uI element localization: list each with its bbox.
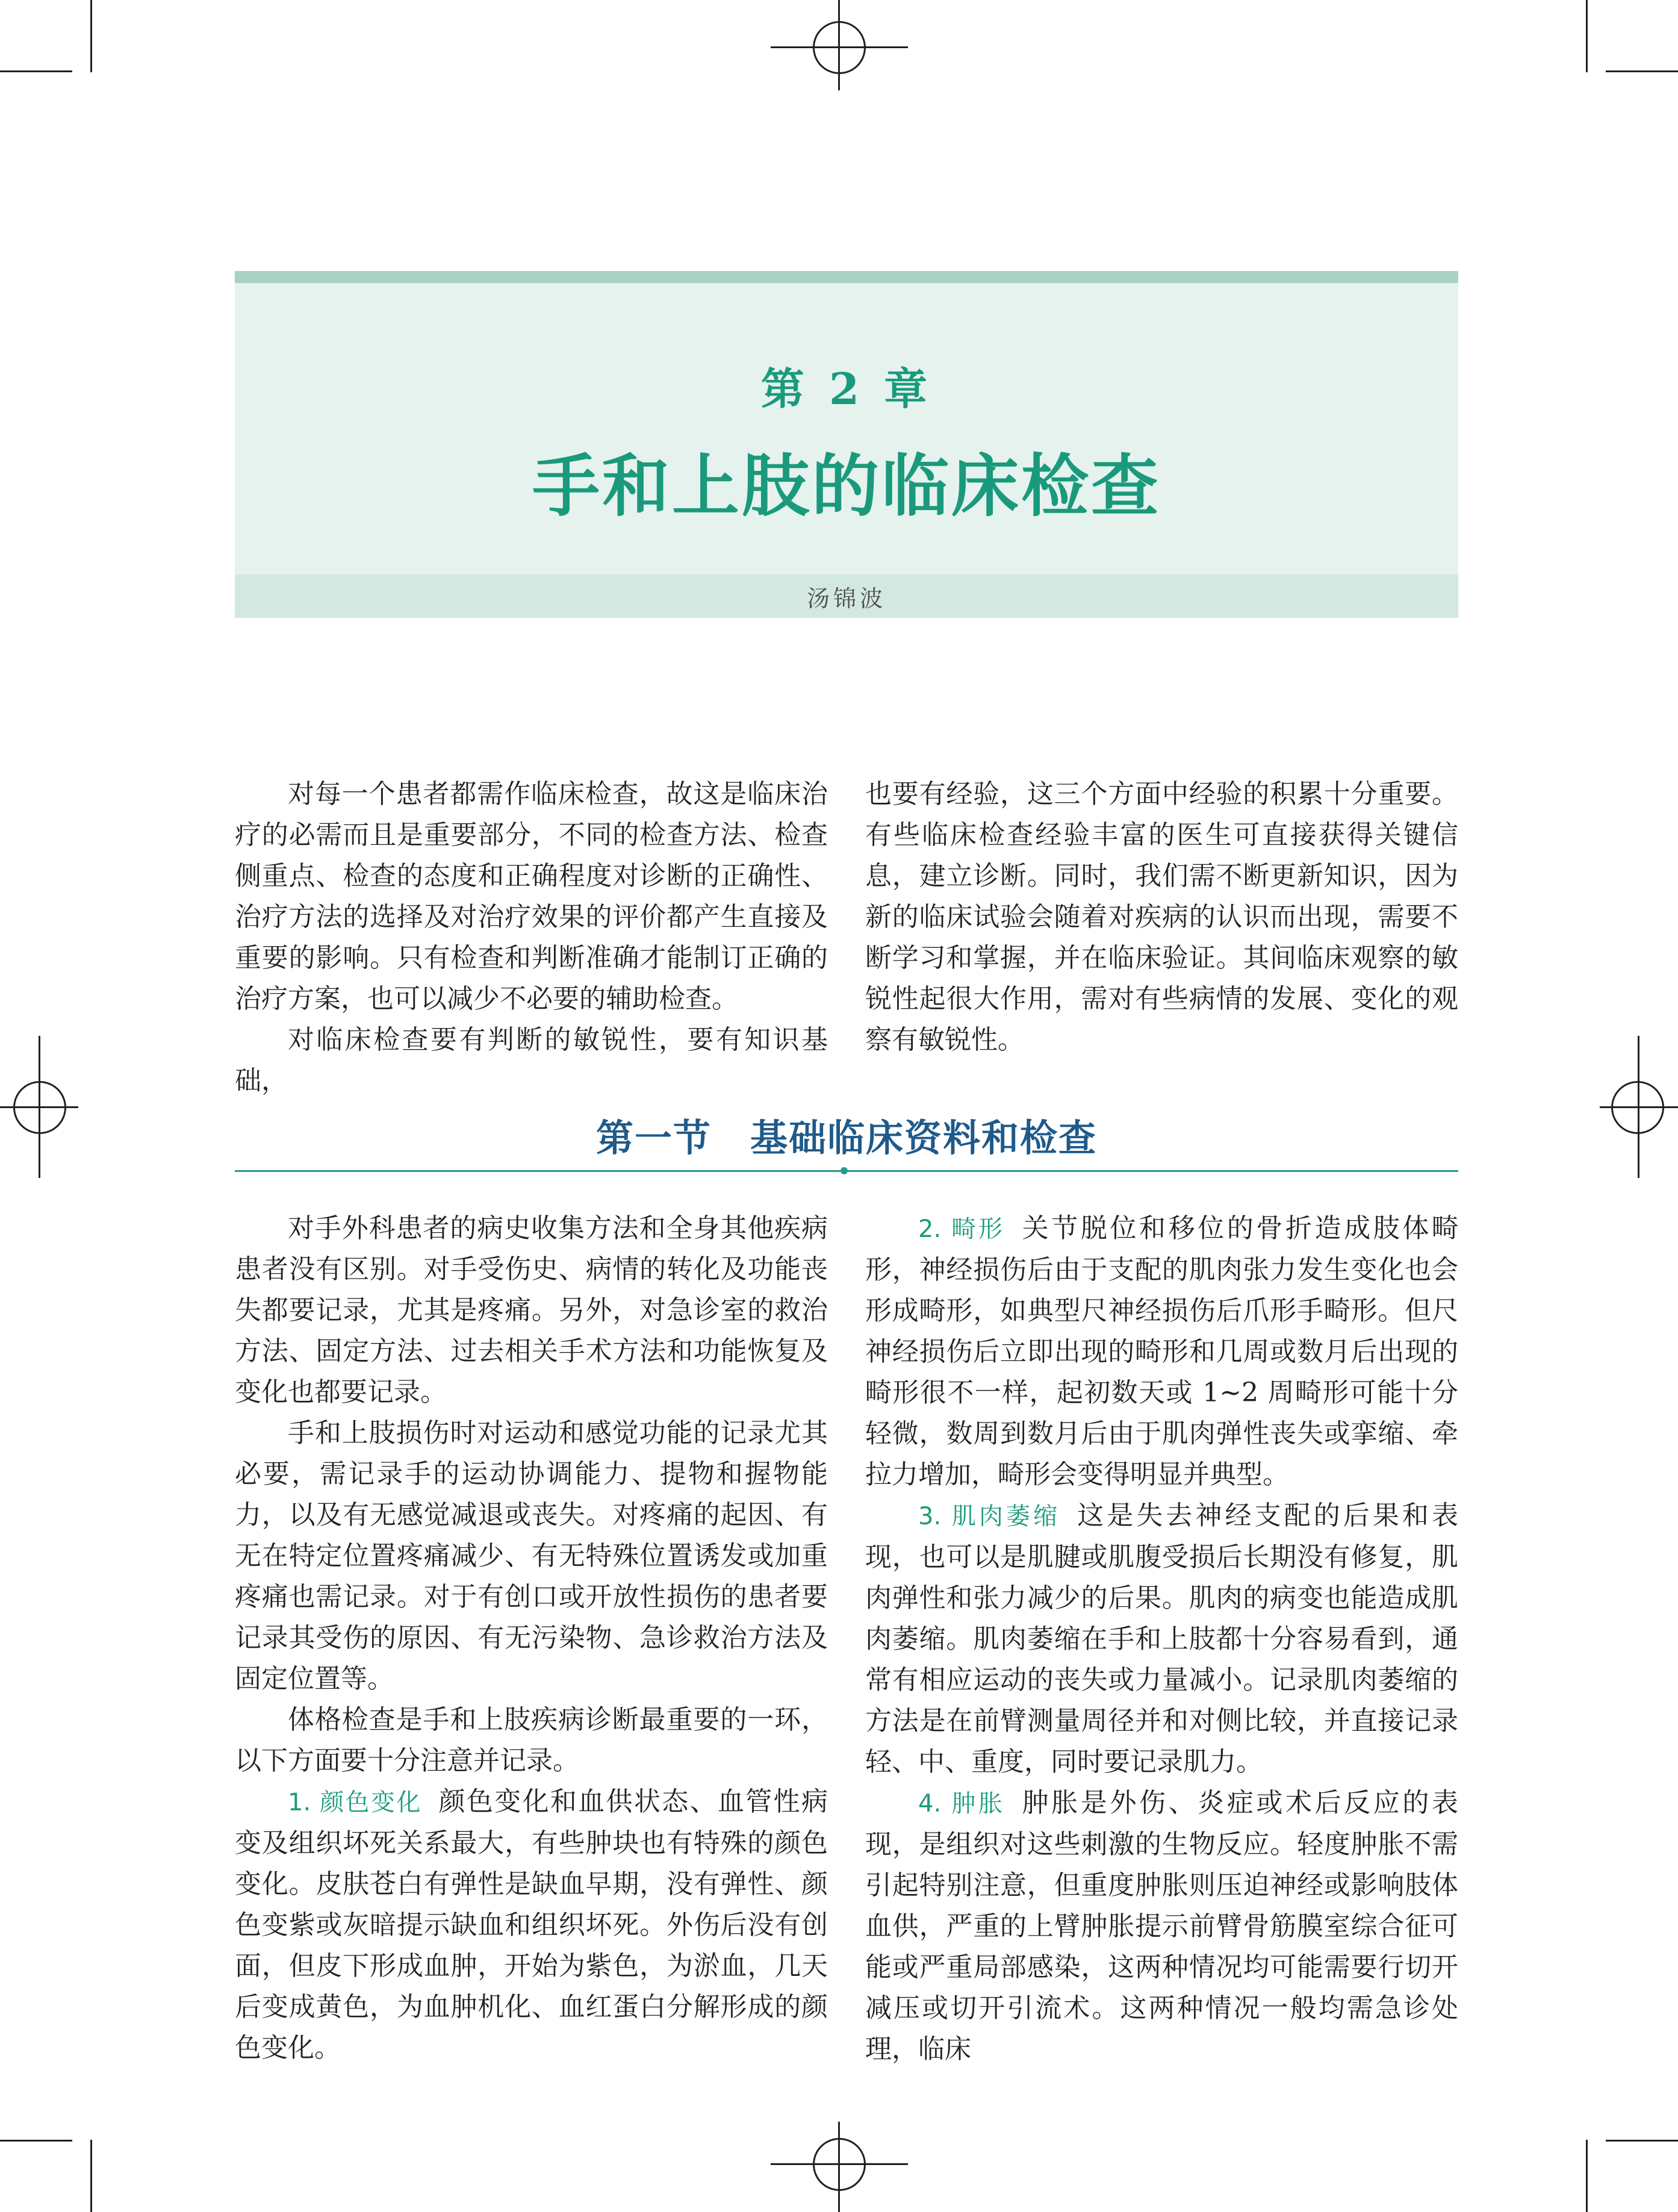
intro-right-column [865,774,1458,1061]
body-paragraph [865,1495,1458,1783]
intro-paragraph: 也要有经验，这三个方面中经验的积累十分重要。有些临床检查经验丰富的医生可直接获得关键信息，建立诊断。同时，我们需不断更新知识，因为新的临床试验会随着对疾病的认识而出现，需要不断学习和掌握，并在临床验证。其间临床观察的敏锐性起很大作用，需对有些病情的发展、变化的观察有敏锐性。 [865,779,1458,1055]
header-accent-bar [235,271,1458,283]
body-paragraph [865,1208,1458,1495]
subheading-text: 颜色变化和血供状态、血管性病变及组织坏死关系最大，有些肿块也有特殊的颜色变化。皮肤苍白有弹性是缺血早期，没有弹性、颜色变紫或灰暗提示缺血和组织坏死。外伤后没有创面，但皮下形成血肿，开始为紫色，为淤血，几天后变成黄色，为血肿机化、血红蛋白分解形成的颜色变化。 [235,1786,828,2063]
subheading-text: 肿胀是外伤、炎症或术后反应的表现，是组织对这些刺激的生物反应。轻度肿胀不需引起特别注意，但重度肿胀则压迫神经或影响肢体血供，严重的上臂肿胀提示前臂骨筋膜室综合征可能或严重局部感染，这两种情况均可能需要行切开减压或切开引流术。这两种情况一般均需急诊处理，临床 [865,1787,1458,2064]
body-paragraph [865,1783,1458,2070]
intro-paragraph: 对临床检查要有判断的敏锐性，要有知识基础， [235,1024,828,1096]
body-paragraph: 手和上肢损伤时对运动和感觉功能的记录尤其必要，需记录手的运动协调能力、提物和握物能力，以及有无感觉减退或丧失。对疼痛的起因、有无在特定位置疼痛减少、有无特殊位置诱发或加重疼痛也需记录。对于有创口或开放性损伤的患者要记录其受伤的原因、有无污染物、急诊救治方法及固定位置等。 [235,1418,828,1694]
section-rule-dot [841,1167,848,1174]
intro-paragraph: 对每一个患者都需作临床检查，故这是临床治疗的必需而且是重要部分，不同的检查方法、检查侧重点、检查的态度和正确程度对诊断的正确性、治疗方法的选择及对治疗效果的评价都产生直接及重要的影响。只有检查和判断准确才能制订正确的治疗方案，也可以减少不必要的辅助检查。 [235,779,828,1014]
body-left-column [235,1208,828,2069]
intro-left-column [235,774,828,1101]
subheading-muscle-atrophy: 3. 肌肉萎缩 [918,1503,1061,1530]
body-right-column [865,1208,1458,2070]
body-paragraph [235,1781,828,2069]
chapter-label: 第 2 章 [760,363,933,414]
subheading-color-change: 1. 颜色变化 [288,1789,422,1816]
subheading-text: 这是失去神经支配的后果和表现，也可以是肌腱或肌腹受损后长期没有修复，肌肉弹性和张力减少的后果。肌肉的病变也能造成肌肉萎缩。肌肉萎缩在手和上肢都十分容易看到，通常有相应运动的丧失或力量减小。记录肌肉萎缩的方法是在前臂测量周径并和对侧比较，并直接记录轻、中、重度，同时要记录肌力。 [865,1500,1459,1777]
subheading-swelling: 4. 肿胀 [918,1790,1005,1818]
subheading-deformity: 2. 畸形 [918,1215,1005,1243]
body-paragraph: 体格检查是手和上肢疾病诊断最重要的一环，以下方面要十分注意并记录。 [235,1704,828,1776]
section-title: 第一节 基础临床资料和检查 [595,1116,1097,1160]
chapter-header [235,271,1458,618]
chapter-author: 汤锦波 [806,585,886,612]
chapter-title: 手和上肢的临床检查 [532,447,1161,526]
subheading-text: 关节脱位和移位的骨折造成肢体畸形，神经损伤后由于支配的肌肉张力发生变化也会形成畸形，如典型尺神经损伤后爪形手畸形。但尺神经损伤后立即出现的畸形和几周或数月后出现的畸形很不一样，起初数天或 1~2 周畸形可能十分轻微，数周到数月后由于肌肉弹性丧失或挛缩、牵拉力增加，畸形会变得明显并典型。 [865,1213,1458,1490]
author-bar [235,575,1458,618]
body-paragraph: 对手外科患者的病史收集方法和全身其他疾病患者没有区别。对手受伤史、病情的转化及功能丧失都要记录，尤其是疼痛。另外，对急诊室的救治方法、固定方法、过去相关手术方法和功能恢复及变化也都要记录。 [235,1213,828,1407]
